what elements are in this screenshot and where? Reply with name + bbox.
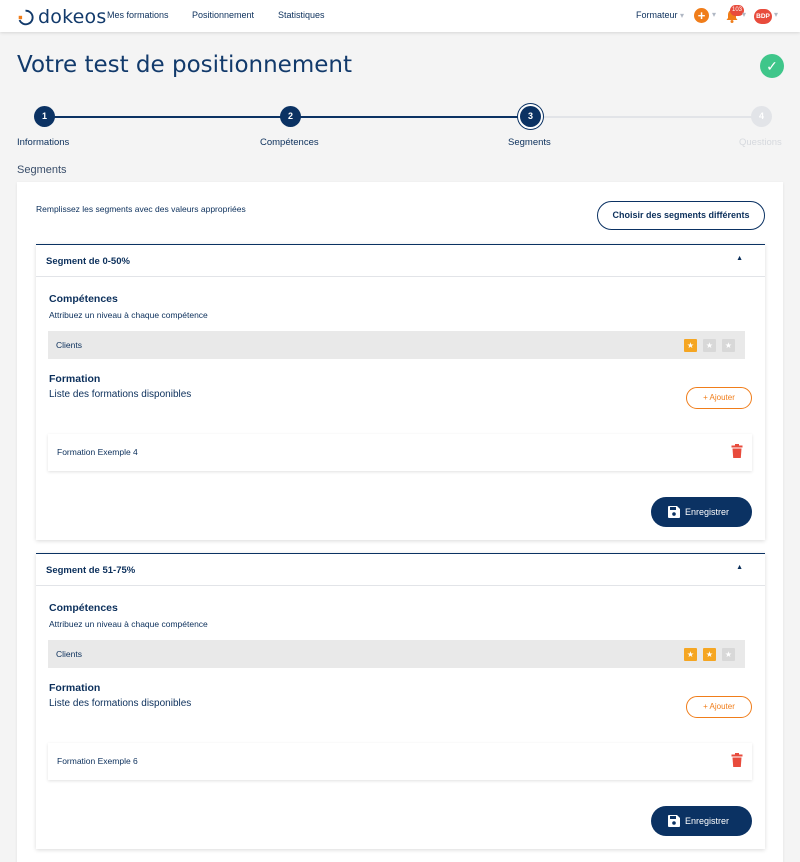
formation-item: [48, 434, 752, 471]
collapse-caret-icon[interactable]: ▲: [736, 255, 743, 262]
add-formation-button[interactable]: + Ajouter: [686, 696, 752, 718]
competences-description: Attribuez un niveau à chaque compétence: [49, 619, 208, 629]
page-title: Votre test de positionnement: [17, 52, 352, 78]
add-formation-button[interactable]: + Ajouter: [686, 387, 752, 409]
segment-panel: [36, 244, 765, 540]
star-icon[interactable]: ★: [684, 339, 697, 352]
segment-header[interactable]: [36, 554, 765, 586]
step-2-dot[interactable]: 2: [280, 106, 301, 127]
competence-name: Clients: [56, 649, 82, 659]
collapse-caret-icon[interactable]: ▲: [736, 564, 743, 571]
chevron-down-icon: ▾: [712, 10, 717, 19]
choose-segments-button[interactable]: Choisir des segments différents: [597, 201, 765, 230]
save-label: Enregistrer: [685, 507, 730, 517]
segment-header[interactable]: [36, 245, 765, 277]
app-name: dokeos: [38, 6, 107, 28]
save-button[interactable]: [651, 497, 752, 527]
step-4-dot: 4: [751, 106, 772, 127]
step-4-label: Questions: [739, 137, 782, 148]
competence-row: [48, 331, 745, 359]
instruction-text: Remplissez les segments avec des valeurs appropriées: [36, 204, 246, 214]
level-rating[interactable]: [684, 339, 735, 352]
role-label: Formateur: [636, 10, 678, 20]
formation-title: Formation: [49, 373, 101, 385]
level-rating[interactable]: [684, 648, 735, 661]
stepper-remaining-line: [531, 116, 762, 118]
step-1-label: Informations: [17, 137, 70, 148]
star-icon[interactable]: ★: [703, 339, 716, 352]
step-2-label: Compétences: [260, 137, 319, 148]
star-icon[interactable]: ★: [684, 648, 697, 661]
floppy-disk-icon: [668, 815, 680, 827]
step-1-dot[interactable]: 1: [34, 106, 55, 127]
competences-title: Compétences: [49, 602, 118, 614]
logo[interactable]: [17, 7, 106, 27]
segment-panel: [36, 553, 765, 849]
formation-name: Formation Exemple 6: [57, 756, 138, 766]
dokeos-logo-icon: [17, 9, 34, 26]
chevron-down-icon: ▾: [742, 10, 747, 19]
formation-name: Formation Exemple 4: [57, 447, 138, 457]
save-button[interactable]: [651, 806, 752, 836]
save-label: Enregistrer: [685, 816, 730, 826]
formation-description: Liste des formations disponibles: [49, 698, 192, 709]
competence-name: Clients: [56, 340, 82, 350]
role-dropdown[interactable]: [636, 10, 684, 20]
nav-positionnement[interactable]: Positionnement: [192, 10, 255, 20]
trash-icon[interactable]: [731, 753, 743, 767]
chevron-down-icon: ▾: [680, 11, 685, 20]
nav-statistiques[interactable]: Statistiques: [278, 10, 325, 20]
chevron-down-icon: ▾: [774, 10, 779, 19]
formation-item: [48, 743, 752, 780]
competences-description: Attribuez un niveau à chaque compétence: [49, 310, 208, 320]
segment-title: Segment de 51-75%: [46, 565, 136, 576]
trash-icon[interactable]: [731, 444, 743, 458]
check-icon: ✓: [760, 54, 784, 78]
step-3-dot[interactable]: 3: [520, 106, 541, 127]
section-label: Segments: [17, 164, 67, 176]
star-icon[interactable]: ★: [722, 648, 735, 661]
avatar[interactable]: BDP: [754, 9, 772, 24]
competence-row: [48, 640, 745, 668]
star-icon[interactable]: ★: [722, 339, 735, 352]
step-3-label: Segments: [508, 137, 551, 148]
top-navbar: [0, 0, 800, 32]
formation-description: Liste des formations disponibles: [49, 389, 192, 400]
add-button[interactable]: +: [694, 8, 709, 23]
segment-title: Segment de 0-50%: [46, 256, 130, 267]
formation-title: Formation: [49, 682, 101, 694]
competences-title: Compétences: [49, 293, 118, 305]
star-icon[interactable]: ★: [703, 648, 716, 661]
nav-mes-formations[interactable]: Mes formations: [107, 10, 169, 20]
floppy-disk-icon: [668, 506, 680, 518]
notification-count-badge: 103: [730, 5, 744, 16]
